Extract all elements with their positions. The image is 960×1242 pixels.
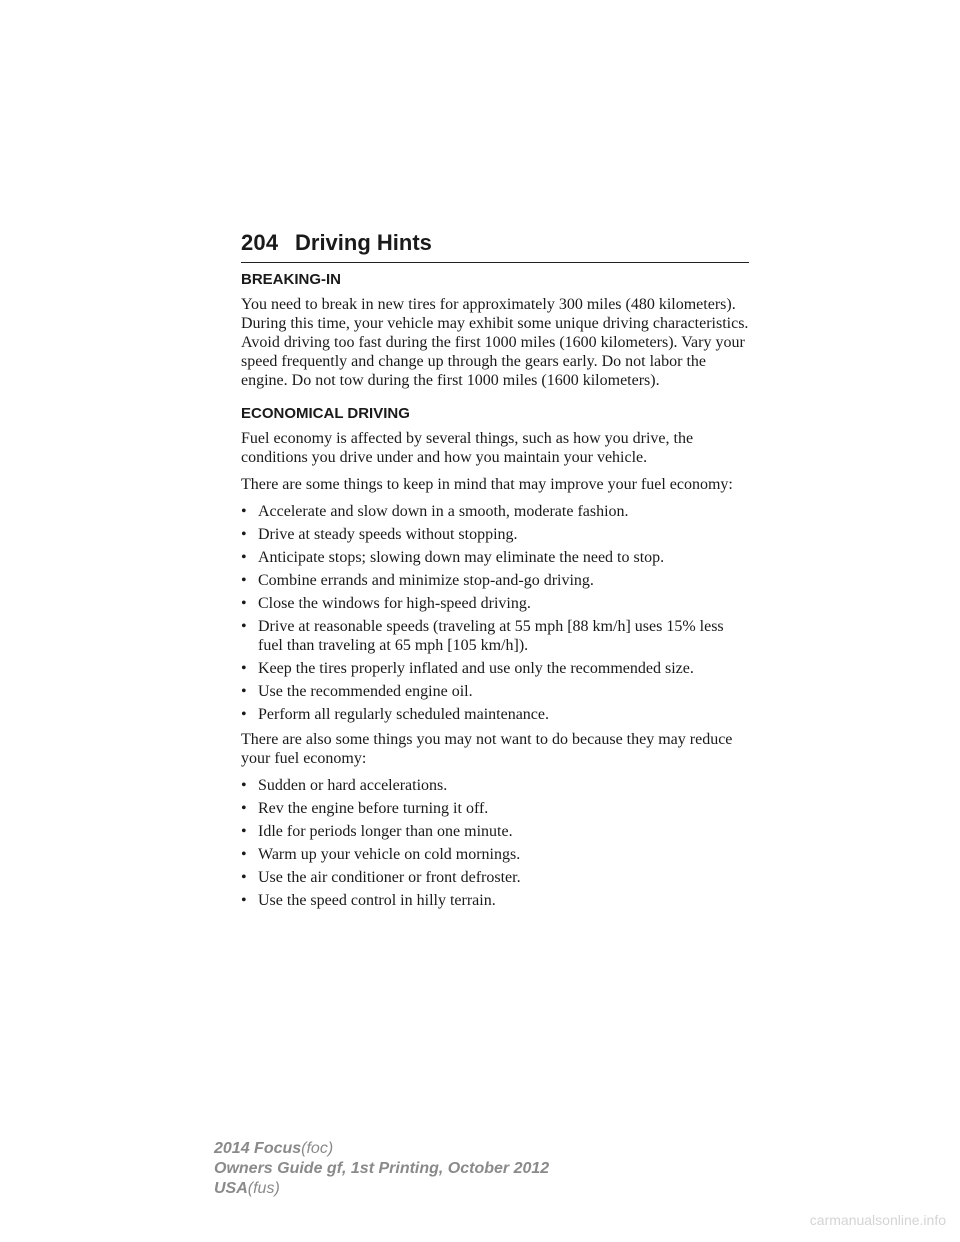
breaking-in-paragraph: You need to break in new tires for approximately 300 miles (480 kilometers). During this time, your vehicle may exhibit some unique driving characteristics. Avoid driving too fast during the first 1000 miles (1600 kilometers). Vary your speed frequently and change up through the gears early. Do not labor the engine. Do not tow during the first 1000 miles (1600 kilometers). <box>241 296 749 389</box>
footer-region: USA <box>214 1180 248 1197</box>
list-item-text: Combine errands and minimize stop-and-go driving. <box>258 572 594 589</box>
list-item <box>241 502 751 521</box>
list-item-text: Use the air conditioner or front defroster. <box>258 869 521 886</box>
list-item-text: Perform all regularly scheduled maintenance. <box>258 706 549 723</box>
improve-intro-paragraph: There are some things to keep in mind that may improve your fuel economy: <box>241 476 733 493</box>
list-item-text: Sudden or hard accelerations. <box>258 777 448 794</box>
breaking-in-heading: BREAKING-IN <box>241 271 341 288</box>
bullet-icon: • <box>241 660 247 677</box>
list-item-text: Drive at reasonable speeds (traveling at 55 mph [88 km/h] uses 15% less fuel than traveling at 65 mph [105 km/h]). <box>258 618 724 654</box>
bullet-icon: • <box>241 800 247 817</box>
list-item-text: Keep the tires properly inflated and use only the recommended size. <box>258 660 694 677</box>
improve-tips-list <box>241 502 751 724</box>
list-item-text: Anticipate stops; slowing down may eliminate the need to stop. <box>258 549 665 566</box>
watermark: carmanualsonline.info <box>809 1212 946 1228</box>
list-item <box>241 822 751 841</box>
page-title: Driving Hints <box>295 230 432 255</box>
print-footer <box>214 1139 549 1199</box>
bullet-icon: • <box>241 526 247 543</box>
list-item <box>241 705 751 724</box>
list-item <box>241 868 751 887</box>
footer-region-line <box>214 1179 549 1199</box>
reduce-tips-list <box>241 776 751 910</box>
page-number: 204 <box>241 230 279 255</box>
list-item-text: Drive at steady speeds without stopping. <box>258 526 518 543</box>
list-item <box>241 594 751 613</box>
list-item <box>241 776 751 795</box>
footer-guide: Owners Guide gf, 1st Printing, October 2012 <box>214 1160 550 1177</box>
bullet-icon: • <box>241 549 247 566</box>
list-item <box>241 525 751 544</box>
bullet-icon: • <box>241 503 247 520</box>
footer-model-line <box>214 1139 549 1159</box>
list-item <box>241 617 751 655</box>
bullet-icon: • <box>241 683 247 700</box>
list-item-text: Warm up your vehicle on cold mornings. <box>258 846 521 863</box>
page-content <box>241 270 751 914</box>
list-item <box>241 659 751 678</box>
list-item <box>241 845 751 864</box>
bullet-icon: • <box>241 777 247 794</box>
economical-driving-heading: ECONOMICAL DRIVING <box>241 405 410 422</box>
bullet-icon: • <box>241 823 247 840</box>
list-item <box>241 682 751 701</box>
page-header <box>241 228 749 263</box>
list-item <box>241 548 751 567</box>
bullet-icon: • <box>241 595 247 612</box>
bullet-icon: • <box>241 572 247 589</box>
list-item-text: Use the speed control in hilly terrain. <box>258 892 496 909</box>
list-item-text: Idle for periods longer than one minute. <box>258 823 513 840</box>
bullet-icon: • <box>241 618 247 635</box>
footer-region-code: (fus) <box>247 1180 280 1197</box>
list-item-text: Use the recommended engine oil. <box>258 683 473 700</box>
bullet-icon: • <box>241 869 247 886</box>
reduce-intro-paragraph: There are also some things you may not want to do because they may reduce your fuel economy: <box>241 731 733 767</box>
footer-model: 2014 Focus <box>214 1140 302 1157</box>
list-item-text: Rev the engine before turning it off. <box>258 800 489 817</box>
list-item <box>241 799 751 818</box>
list-item-text: Close the windows for high-speed driving. <box>258 595 531 612</box>
footer-model-code: (foc) <box>301 1140 334 1157</box>
bullet-icon: • <box>241 706 247 723</box>
list-item-text: Accelerate and slow down in a smooth, moderate fashion. <box>258 503 629 520</box>
list-item <box>241 571 751 590</box>
economy-intro-paragraph: Fuel economy is affected by several things, such as how you drive, the conditions you drive under and how you maintain your vehicle. <box>241 430 694 466</box>
bullet-icon: • <box>241 846 247 863</box>
list-item <box>241 891 751 910</box>
bullet-icon: • <box>241 892 247 909</box>
